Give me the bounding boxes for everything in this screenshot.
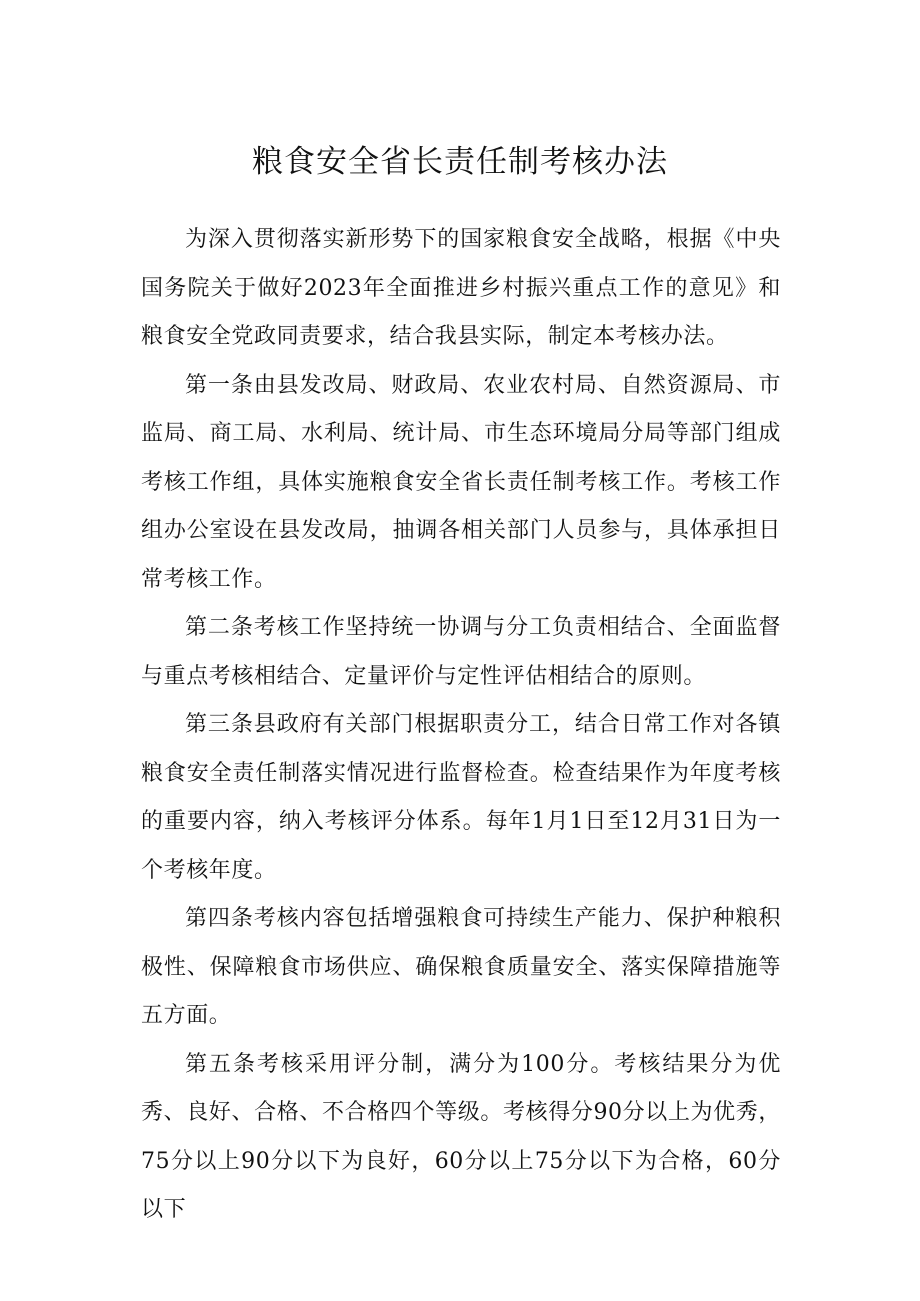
paragraph-article-1: 第一条由县发改局、财政局、农业农村局、自然资源局、市监局、商工局、水利局、统计局、市生态环境局分局等部门组成考核工作组，具体实施粮食安全省长责任制考核工作。考核工作组办公室设在县发改局，抽调各相关部门人员参与，具体承担日常考核工作。 xyxy=(141,372,781,592)
paragraph-intro: 为深入贯彻落实新形势下的国家粮食安全战略，根据《中央国务院关于做好2023年全面推进乡村振兴重点工作的意见》和粮食安全党政同责要求，结合我县实际，制定本考核办法。 xyxy=(141,227,781,349)
paragraph-article-4: 第四条考核内容包括增强粮食可持续生产能力、保护种粮积极性、保障粮食市场供应、确保粮食质量安全、落实保障措施等五方面。 xyxy=(141,906,781,1028)
document-title: 粮食安全省长责任制考核办法 xyxy=(252,144,668,180)
paragraph-article-2: 第二条考核工作坚持统一协调与分工负责相结合、全面监督与重点考核相结合、定量评价与定性评估相结合的原则。 xyxy=(141,615,781,689)
document-body xyxy=(141,216,781,1235)
paragraph-article-3: 第三条县政府有关部门根据职责分工，结合日常工作对各镇粮食安全责任制落实情况进行监督检查。检查结果作为年度考核的重要内容，纳入考核评分体系。每年1月1日至12月31日为一个考核年度。 xyxy=(141,712,781,883)
paragraph-article-5: 第五条考核采用评分制，满分为100分。考核结果分为优秀、良好、合格、不合格四个等级。考核得分90分以上为优秀，75分以上90分以下为良好，60分以上75分以下为合格，60分以下 xyxy=(141,1051,781,1222)
